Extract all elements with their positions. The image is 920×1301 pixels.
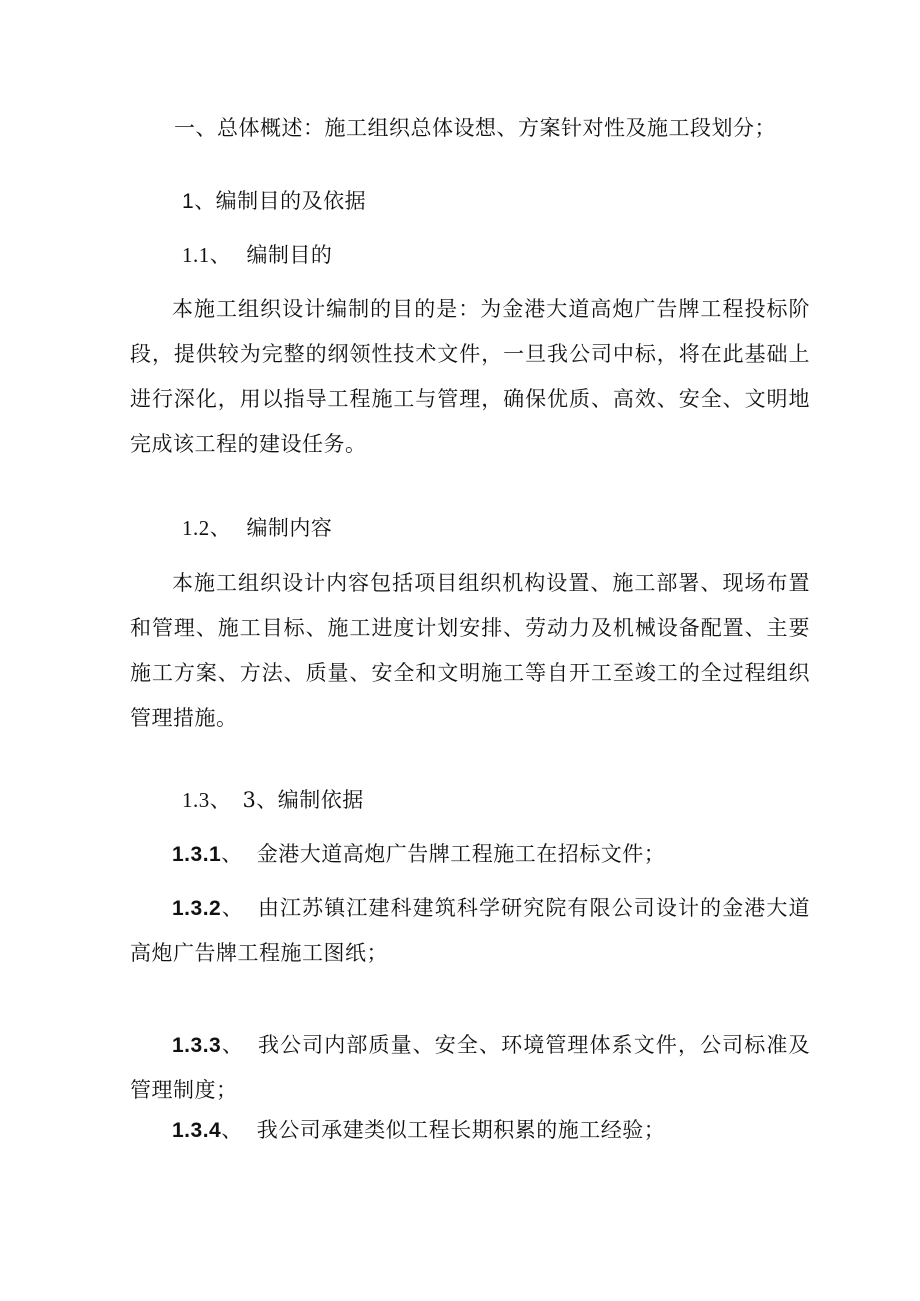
basis-text: 我公司承建类似工程长期积累的施工经验；	[256, 1118, 666, 1142]
basis-item-4: 1.3.4、 我公司承建类似工程长期积累的施工经验；	[172, 1118, 666, 1142]
section-number: 1.2、	[182, 516, 232, 540]
section-1-1-body: 本施工组织设计编制的目的是：为金港大道高炮广告牌工程投标阶段，提供较为完整的纲领性技术文件，一旦我公司中标，将在此基础上进行深化，用以指导工程施工与管理，确保优质、高效、安全、文明地完成该工程的建设任务。	[130, 297, 810, 456]
basis-number: 1.3.3	[172, 1034, 222, 1057]
section-title: 编制内容	[246, 516, 333, 540]
basis-number: 1.3.2	[172, 897, 222, 920]
basis-item-1: 1.3.1、 金港大道高炮广告牌工程施工在招标文件；	[172, 842, 666, 866]
section-1-1-heading	[182, 241, 332, 269]
section-number: 1.3、	[182, 788, 232, 812]
section-title: 、编制目的及依据	[194, 189, 367, 213]
basis-text: 我公司内部质量、安全、环境管理体系文件，公司标准及管理制度；	[130, 1033, 811, 1102]
section-1-heading	[182, 187, 366, 216]
section-1-2-body: 本施工组织设计内容包括项目组织机构设置、施工部署、现场布置和管理、施工目标、施工进度计划安排、劳动力及机械设备配置、主要施工方案、方法、质量、安全和文明施工等自开工至竣工的全过程组织管理措施。	[130, 571, 810, 730]
basis-item-3: 1.3.3、 我公司内部质量、安全、环境管理体系文件，公司标准及管理制度；	[130, 1033, 811, 1102]
basis-number: 1.3.1	[172, 843, 222, 866]
basis-number: 1.3.4	[172, 1119, 222, 1142]
section-number: 1.1、	[182, 243, 232, 267]
section-1-3-heading	[182, 786, 364, 814]
basis-text: 由江苏镇江建科建筑科学研究院有限公司设计的金港大道高炮广告牌工程施工图纸；	[130, 896, 811, 965]
section-title: 编制目的	[246, 243, 333, 267]
section-number: 1	[182, 190, 195, 213]
document-heading: 一、总体概述：施工组织总体设想、方案针对性及施工段划分；	[174, 116, 776, 140]
basis-text: 金港大道高炮广告牌工程施工在招标文件；	[256, 842, 666, 866]
basis-item-2: 1.3.2、 由江苏镇江建科建筑科学研究院有限公司设计的金港大道高炮广告牌工程施工图纸；	[130, 896, 811, 965]
section-title: 3、编制依据	[242, 788, 364, 812]
section-1-2-heading	[182, 514, 332, 542]
